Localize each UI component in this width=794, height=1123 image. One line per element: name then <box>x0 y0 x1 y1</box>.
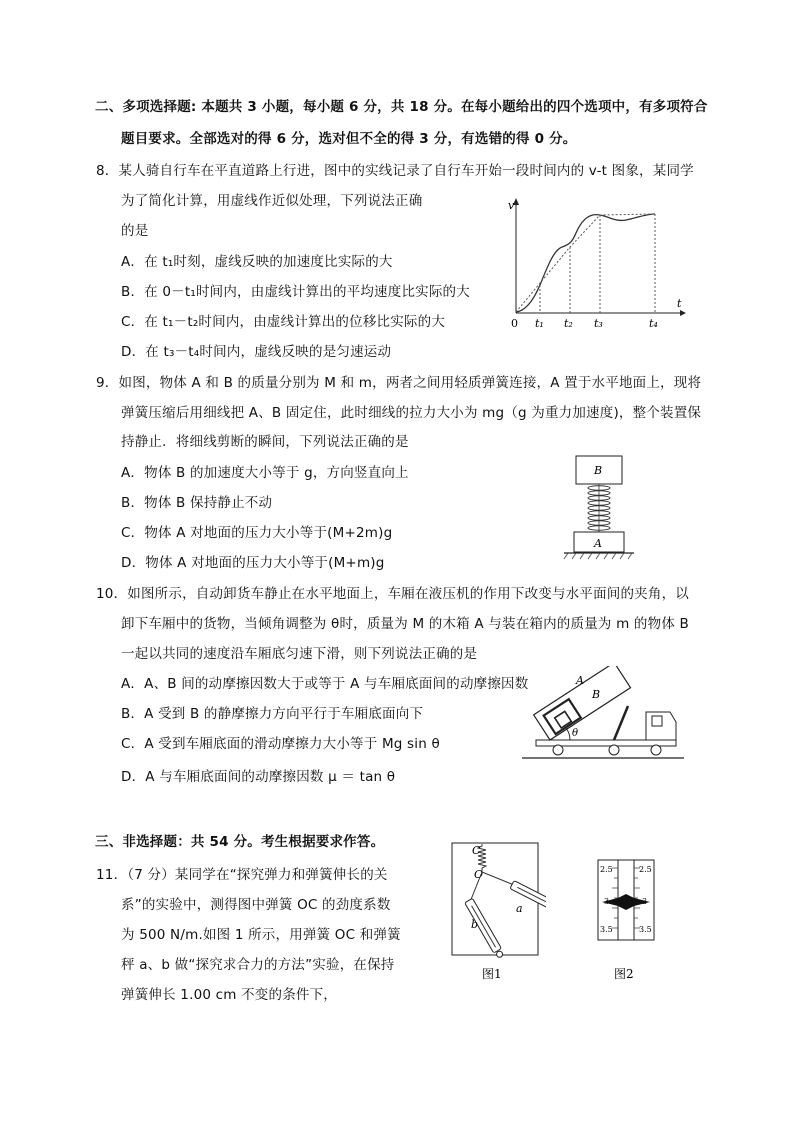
q10-option-b: B．A 受到 B 的静摩擦力方向平行于车厢底面向下 <box>121 706 424 722</box>
q11-tick-3-5-left: 3.5 <box>600 925 613 934</box>
q8-option-b: B．在 0－t₁时间内，由虚线计算出的平均速度比实际的大 <box>121 284 470 300</box>
q11-line2: 系”的实验中，测得图中弹簧 OC 的劲度系数 <box>121 897 391 913</box>
q11-line5: 弹簧伸长 1.00 cm 不变的条件下， <box>121 987 338 1003</box>
q10-stem-line1: 10．如图所示，自动卸货车静止在水平地面上，车厢在液压机的作用下改变与水平面间的夹角，以 <box>96 586 689 602</box>
q10-object-b-label: B <box>592 688 601 701</box>
q11-figure1-caption: 图1 <box>482 967 502 981</box>
q11-tick-3-right: 3 <box>642 897 648 906</box>
q9-spring-figure <box>560 452 640 572</box>
section2-heading-line1: 二、多项选择题: 本题共 3 小题，每小题 6 分，共 18 分。在每小题给出的四个选项中，有多项符合 <box>95 99 708 115</box>
q11-figure-2 <box>594 858 658 985</box>
q11-line1: 11．（7 分）某同学在“探究弹力和弹簧伸长的关 <box>96 867 388 883</box>
q8-t3-label: t₃ <box>594 317 603 330</box>
q8-t2-label: t₂ <box>564 317 573 330</box>
q8-approx-line <box>516 214 655 312</box>
q11-tick-3-5-right: 3.5 <box>639 925 652 934</box>
q8-actual-curve <box>516 214 655 312</box>
q8-option-c: C．在 t₁－t₂时间内，由虚线计算出的位移比实际的大 <box>121 314 446 330</box>
q8-option-a: A．在 t₁时刻，虚线反映的加速度比实际的大 <box>121 254 393 270</box>
q10-wheel-rear <box>553 745 563 755</box>
q9-stem-line3: 持静止．将细线剪断的瞬间，下列说法正确的是 <box>121 434 409 450</box>
q8-t1-label: t₁ <box>535 317 544 330</box>
q8-t4-label: t₄ <box>649 317 658 330</box>
q8-axis-t-label: t <box>677 297 682 310</box>
q10-wheel-front <box>651 745 661 755</box>
q9-option-c: C．物体 A 对地面的压力大小等于(M+2m)g <box>121 525 393 541</box>
q10-dump-truck-figure <box>518 666 688 766</box>
q10-stem-line3: 一起以共同的速度沿车厢底匀速下滑，则下列说法正确的是 <box>121 646 478 662</box>
q10-wheel-middle <box>609 745 619 755</box>
q11-tick-2-5-right: 2.5 <box>639 865 652 874</box>
q11-label-a: a <box>516 902 523 915</box>
q11-figure2-caption: 图2 <box>614 967 634 981</box>
q8-origin-label: 0 <box>511 317 518 330</box>
q10-hydraulic-piston <box>614 706 628 740</box>
q11-line3: 为 500 N/m.如图 1 所示，用弹簧 OC 和弹簧 <box>121 927 401 943</box>
q8-option-d: D．在 t₃－t₄时间内，虚线反映的是匀速运动 <box>121 344 392 360</box>
q9-stem-line2: 弹簧压缩后用细线把 A、B 固定住，此时细线的拉力大小为 mg（g 为重力加速度)，整个装置保 <box>121 405 702 421</box>
q9-option-a: A．物体 B 的加速度大小等于 g，方向竖直向上 <box>121 465 409 481</box>
q10-stem-line2: 卸下车厢中的货物，当倾角调整为 θ时，质量为 M 的木箱 A 与装在箱内的质量为 m 的物体 B <box>121 616 689 632</box>
q9-ground-hatch <box>564 553 632 559</box>
q10-box-a-label: A <box>576 674 584 687</box>
q11-tick-3-left: 3 <box>604 897 610 906</box>
section3-heading: 三、非选择题：共 54 分。考生根据要求作答。 <box>95 834 385 850</box>
q9-block-b-label: B <box>594 464 603 477</box>
q11-label-c: C <box>472 844 481 857</box>
q11-label-o: O <box>474 868 484 881</box>
q8-stem-line2: 为了简化计算，用虚线作近似处理，下列说法正确 <box>121 193 423 209</box>
q9-option-d: D．物体 A 对地面的压力大小等于(M+m)g <box>121 555 385 571</box>
q10-option-d: D．A 与车厢底面间的动摩擦因数 μ ＝ tan θ <box>121 769 396 785</box>
section2-heading-line2: 题目要求。全部选对的得 6 分，选对但不全的得 3 分，有选错的得 0 分。 <box>121 131 577 147</box>
q10-theta-label: θ <box>572 728 579 739</box>
q9-option-b: B．物体 B 保持静止不动 <box>121 495 273 511</box>
q11-tick-2-5-left: 2.5 <box>600 865 613 874</box>
q9-stem-line1: 9．如图，物体 A 和 B 的质量分别为 M 和 m，两者之间用轻质弹簧连接，A 置于水平地面上，现将 <box>96 375 702 391</box>
q8-stem-line1: 8．某人骑自行车在平直道路上行进，图中的实线记录了自行车开始一段时间内的 v-t 图象，某同学 <box>96 163 694 179</box>
q11-line4: 秤 a、b 做“探究求合力的方法”实验，在保持 <box>121 957 395 973</box>
q10-option-c: C．A 受到车厢底面的滑动摩擦力大小等于 Mg sin θ <box>121 736 440 752</box>
q11-label-b: b <box>471 918 479 931</box>
q11-figure-1 <box>434 840 546 985</box>
q8-stem-line3: 的是 <box>121 223 149 239</box>
q10-cab-window <box>652 716 662 726</box>
q8-vt-graph <box>500 195 690 335</box>
q10-option-a: A．A、B 间的动摩擦因数大于或等于 A 与车厢底面间的动摩擦因数 <box>121 676 529 692</box>
q9-block-a-label: A <box>594 537 602 550</box>
q8-axis-v-label: v <box>508 199 515 212</box>
